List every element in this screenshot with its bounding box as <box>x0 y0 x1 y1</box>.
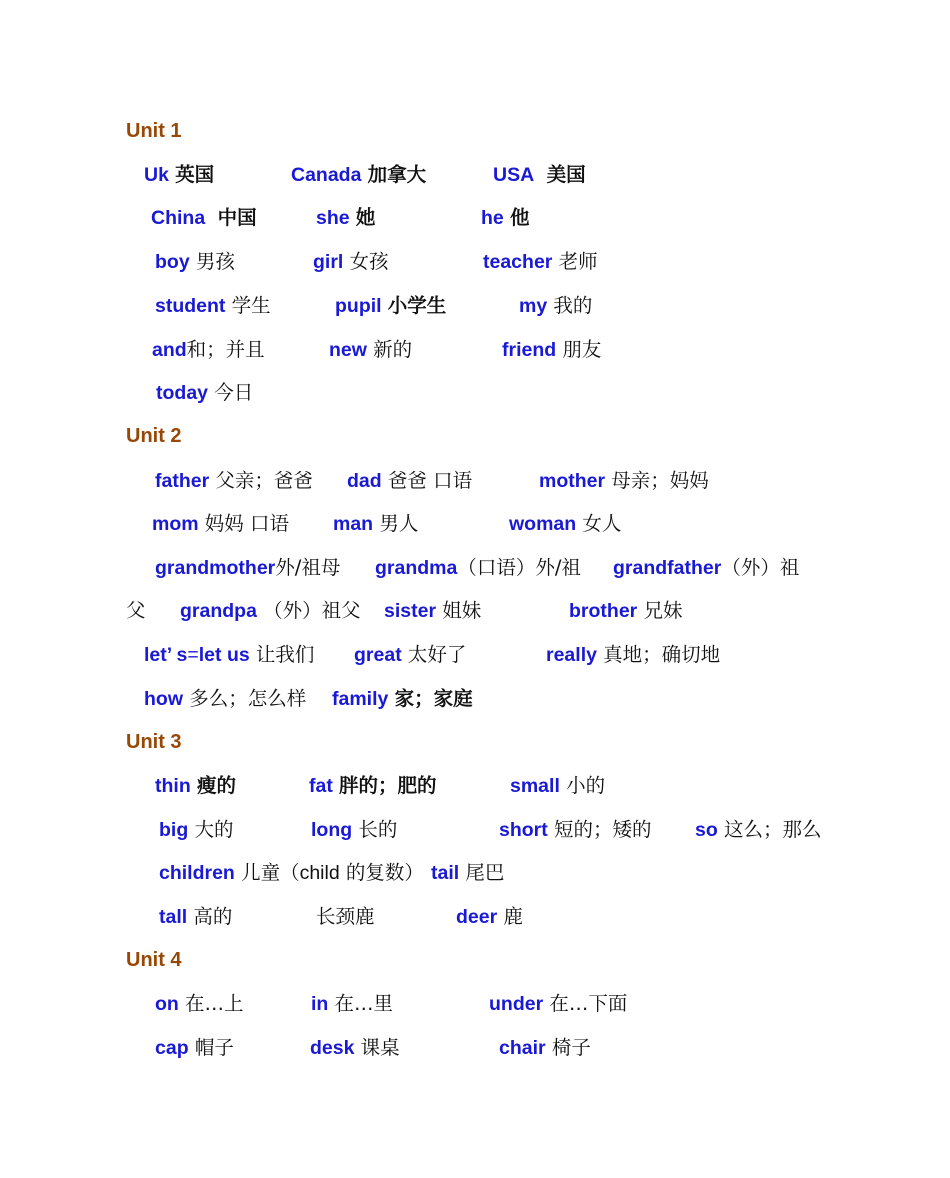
vocab-entry-so <box>695 816 821 844</box>
english-word: grandmother <box>155 557 276 579</box>
chinese-meaning: 朋友 <box>562 338 602 361</box>
vocab-entry-giraffe: 长颈鹿 <box>316 905 375 928</box>
chinese-meaning: 他 <box>509 206 530 229</box>
vocab-entry-grandma <box>375 554 581 582</box>
vocab-entry-how <box>144 685 306 713</box>
chinese-meaning: 加拿大 <box>367 163 427 186</box>
vocab-entry-and <box>152 336 265 364</box>
vocab-entry-small <box>510 772 605 800</box>
vocab-entry-girl <box>313 248 389 276</box>
chinese-meaning: 爸爸 口语 <box>387 469 473 492</box>
chinese-meaning: 小学生 <box>387 294 447 317</box>
equals-sign: = <box>187 644 199 666</box>
vocab-entry-mother <box>539 467 709 495</box>
english-word: small <box>510 775 560 797</box>
vocab-entry-today <box>156 379 253 407</box>
english-word: USA <box>493 164 535 186</box>
chinese-meaning: 姐妹 <box>442 599 482 622</box>
chinese-meaning: 学生 <box>231 294 271 317</box>
english-word: today <box>156 382 209 404</box>
english-word: father <box>155 470 210 492</box>
chinese-meaning: 女孩 <box>349 250 389 273</box>
vocab-entry-woman <box>509 510 621 538</box>
vocab-entry-china <box>151 204 257 232</box>
english-word: boy <box>155 251 190 273</box>
english-word: grandfather <box>613 557 722 579</box>
english-word: in <box>311 993 329 1015</box>
vocab-entry-on <box>155 990 244 1018</box>
wrapped-text: 父 <box>126 599 146 622</box>
english-word: cap <box>155 1037 189 1059</box>
vocab-entry-really <box>546 641 720 669</box>
vocab-entry-lets <box>144 641 314 669</box>
vocab-entry-mom <box>152 510 289 538</box>
english-word: on <box>155 993 179 1015</box>
english-word: family <box>332 688 389 710</box>
vocab-entry-tall <box>159 903 232 931</box>
english-word: teacher <box>483 251 553 273</box>
vocab-entry-man <box>333 510 418 538</box>
english-word: man <box>333 513 374 535</box>
chinese-meaning: 老师 <box>558 250 598 273</box>
english-word: short <box>499 819 548 841</box>
vocab-entry-sister <box>384 597 481 625</box>
vocab-entry-dad <box>347 467 472 495</box>
english-word: really <box>546 644 597 666</box>
chinese-meaning: （外）祖父 <box>263 599 361 622</box>
inline-english: child <box>299 862 340 884</box>
english-word: student <box>155 295 226 317</box>
vocab-entry-friend <box>502 336 601 364</box>
english-word: so <box>695 819 718 841</box>
vocab-entry-fat <box>309 772 437 800</box>
english-word: my <box>519 295 548 317</box>
chinese-meaning: 瘦的 <box>196 774 236 797</box>
english-word: tail <box>431 862 460 884</box>
vocab-entry-in <box>311 990 393 1018</box>
vocab-entry-grandmother <box>155 554 340 582</box>
chinese-meaning: 大的 <box>194 818 234 841</box>
english-word: dad <box>347 470 382 492</box>
vocab-entry-desk <box>310 1034 400 1062</box>
chinese-meaning: 课桌 <box>360 1036 400 1059</box>
chinese-meaning: 母亲；妈妈 <box>611 469 709 492</box>
unit-title: Unit 2 <box>126 425 182 447</box>
chinese-meaning: 长的 <box>358 818 398 841</box>
vocab-entry-children <box>159 859 424 887</box>
english-word: grandpa <box>180 600 257 622</box>
english-word: pupil <box>335 295 382 317</box>
chinese-meaning: 短的；矮的 <box>553 818 652 841</box>
chinese-meaning: 让我们 <box>255 643 315 666</box>
english-word: woman <box>509 513 577 535</box>
chinese-meaning: （口语）外/祖 <box>457 556 581 579</box>
chinese-meaning: 的复数） <box>345 861 424 884</box>
english-word: girl <box>313 251 344 273</box>
english-word: long <box>311 819 353 841</box>
vocab-entry-cap <box>155 1034 234 1062</box>
english-word: let us <box>198 644 250 666</box>
chinese-meaning: 外/祖母 <box>275 556 341 579</box>
chinese-meaning: 英国 <box>175 163 215 186</box>
english-word: Canada <box>291 164 362 186</box>
unit-title: Unit 1 <box>126 120 182 142</box>
chinese-meaning: 男孩 <box>195 250 235 273</box>
vocab-entry-tail <box>431 859 504 887</box>
chinese-meaning: 我的 <box>553 294 593 317</box>
chinese-meaning: 尾巴 <box>465 861 505 884</box>
english-word: great <box>354 644 402 666</box>
vocab-entry-my <box>519 292 592 320</box>
vocab-entry-deer <box>456 903 523 931</box>
chinese-meaning: 帽子 <box>194 1036 234 1059</box>
chinese-meaning: 儿童（ <box>241 861 300 884</box>
vocab-entry-family <box>332 685 473 713</box>
chinese-meaning: 兄妹 <box>643 599 683 622</box>
vocab-entry-teacher <box>483 248 598 276</box>
chinese-meaning: 这么；那么 <box>723 818 822 841</box>
english-word: mom <box>152 513 199 535</box>
english-word: big <box>159 819 189 841</box>
english-word: under <box>489 993 544 1015</box>
chinese-meaning: 胖的；肥的 <box>339 774 437 797</box>
english-word: chair <box>499 1037 546 1059</box>
english-word: Uk <box>144 164 169 186</box>
vocab-entry-grandpa <box>180 597 361 625</box>
chinese-meaning: 鹿 <box>503 905 523 928</box>
vocab-entry-boy <box>155 248 235 276</box>
chinese-meaning: 和；并且 <box>186 338 265 361</box>
chinese-meaning: 多么；怎么样 <box>189 687 307 710</box>
vocab-entry-usa <box>493 161 586 189</box>
english-word: how <box>144 688 183 710</box>
chinese-meaning: 在…里 <box>334 992 394 1015</box>
chinese-meaning: 真地；确切地 <box>603 643 721 666</box>
english-word: and <box>152 339 187 361</box>
vocab-entry-under <box>489 990 627 1018</box>
chinese-meaning: （外）祖 <box>721 556 800 579</box>
vocab-entry-student <box>155 292 271 320</box>
chinese-meaning: 妈妈 口语 <box>204 512 289 535</box>
chinese-meaning: 高的 <box>193 905 233 928</box>
vocab-entry-she <box>316 204 375 232</box>
english-word: he <box>481 207 504 229</box>
english-word: children <box>159 862 235 884</box>
vocab-entry-short <box>499 816 651 844</box>
vocab-entry-uk <box>144 161 214 189</box>
english-word: sister <box>384 600 437 622</box>
chinese-meaning: 女人 <box>582 512 622 535</box>
english-word: thin <box>155 775 191 797</box>
english-word: grandma <box>375 557 458 579</box>
chinese-meaning: 新的 <box>373 338 413 361</box>
chinese-meaning: 太好了 <box>407 643 467 666</box>
english-word: fat <box>309 775 333 797</box>
english-word: brother <box>569 600 638 622</box>
vocab-entry-grandfather <box>613 554 799 582</box>
english-word: mother <box>539 470 606 492</box>
vocab-entry-brother <box>569 597 682 625</box>
english-word: new <box>329 339 367 361</box>
chinese-meaning: 椅子 <box>551 1036 591 1059</box>
chinese-meaning: 美国 <box>546 163 586 186</box>
chinese-meaning: 她 <box>355 206 376 229</box>
english-word: desk <box>310 1037 355 1059</box>
unit-title: Unit 4 <box>126 949 182 971</box>
chinese-meaning: 中国 <box>217 206 257 229</box>
chinese-meaning: 父亲；爸爸 <box>215 469 313 492</box>
english-word: China <box>151 207 206 229</box>
vocab-entry-canada <box>291 161 426 189</box>
vocab-entry-he <box>481 204 529 232</box>
chinese-meaning: 在…下面 <box>549 992 628 1015</box>
vocab-entry-big <box>159 816 233 844</box>
chinese-meaning: 家；家庭 <box>394 687 473 710</box>
english-word: deer <box>456 906 498 928</box>
vocab-entry-great <box>354 641 466 669</box>
vocab-entry-long <box>311 816 397 844</box>
chinese-meaning: 男人 <box>379 512 419 535</box>
english-word: friend <box>502 339 557 361</box>
english-word: tall <box>159 906 188 928</box>
english-word: she <box>316 207 350 229</box>
vocab-entry-thin <box>155 772 236 800</box>
vocab-entry-father <box>155 467 313 495</box>
vocab-entry-pupil <box>335 292 446 320</box>
unit-title: Unit 3 <box>126 731 182 753</box>
vocab-entry-chair <box>499 1034 591 1062</box>
chinese-meaning: 小的 <box>566 774 606 797</box>
chinese-meaning: 在…上 <box>185 992 244 1015</box>
english-word: let’ s <box>144 644 188 666</box>
vocab-entry-new <box>329 336 412 364</box>
chinese-meaning: 今日 <box>214 381 254 404</box>
